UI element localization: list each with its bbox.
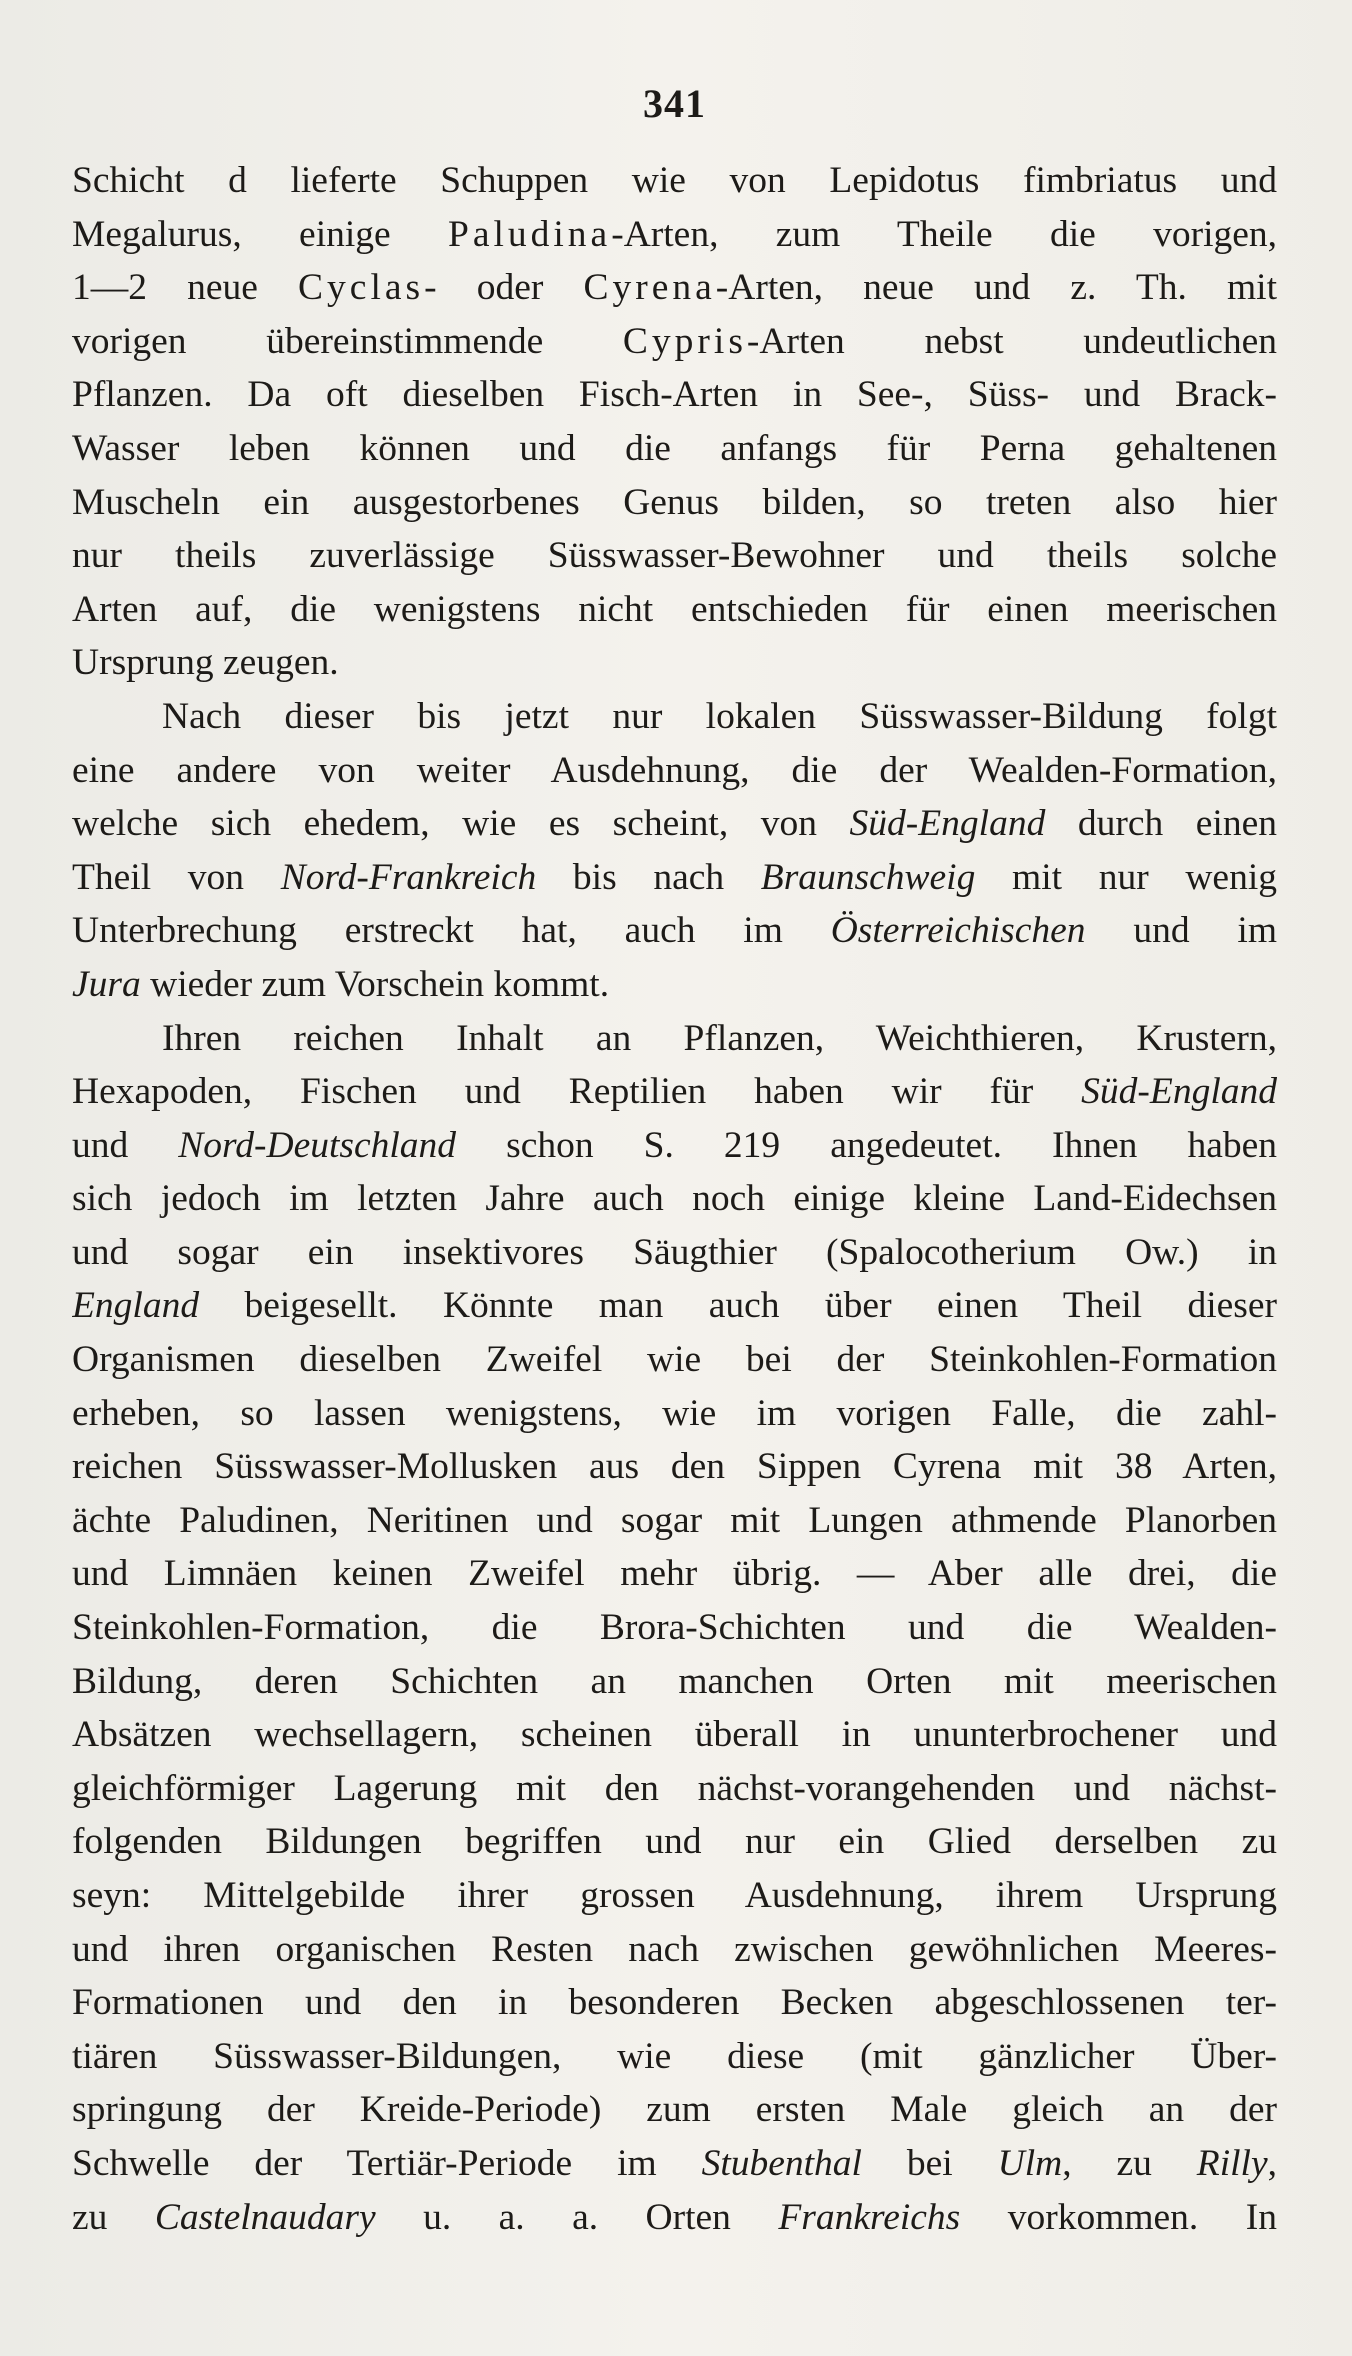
text-run: welche sich ehedem, wie es scheint, von	[72, 803, 850, 845]
text-run: Muscheln ein ausgestorbenes Genus bilden, so treten also hier	[72, 481, 1277, 523]
text-line	[72, 476, 1277, 530]
spaced-text: Cypris	[622, 320, 747, 362]
text-line	[72, 261, 1277, 315]
italic-text: Castelnaudary	[154, 2196, 376, 2238]
text-run: Ihren reichen Inhalt an Pflanzen, Weichthieren, Krustern,	[162, 1017, 1277, 1059]
text-run: und ihren organischen Resten nach zwischen gewöhnlichen Meeres-	[72, 1928, 1277, 1970]
text-run: und im	[1085, 910, 1277, 952]
body-text	[72, 154, 1277, 2244]
spaced-text: Cyclas	[298, 267, 425, 309]
text-line	[72, 1976, 1277, 2030]
text-run: wieder zum Vorschein kommt.	[140, 963, 610, 1005]
italic-text: Nord-Deutschland	[178, 1124, 457, 1166]
text-line	[72, 154, 1277, 208]
text-run: Schicht d lieferte Schuppen wie von Lepidotus fimbriatus und	[72, 160, 1277, 201]
text-run: reichen Süsswasser-Mollusken aus den Sippen Cyrena mit 38 Arten,	[72, 1446, 1277, 1488]
italic-text: Rilly	[1196, 2142, 1268, 2184]
text-run: - oder	[424, 267, 584, 309]
text-run: ,	[1267, 2142, 1277, 2184]
text-line	[72, 1172, 1277, 1226]
text-run: Steinkohlen-Formation, die Brora-Schichten und die Wealden-	[72, 1607, 1277, 1649]
text-line	[72, 208, 1277, 262]
text-line	[72, 583, 1277, 637]
text-run: vorkommen. In	[960, 2196, 1277, 2238]
text-run: schon S. 219 angedeutet. Ihnen haben	[456, 1124, 1277, 1166]
text-line	[72, 1387, 1277, 1441]
text-line	[72, 1279, 1277, 1333]
text-run: Arten auf, die wenigstens nicht entschieden für einen meerischen	[72, 588, 1277, 630]
text-line	[72, 2083, 1277, 2137]
text-line	[72, 1440, 1277, 1494]
text-line	[72, 1012, 1277, 1066]
text-run: Absätzen wechsellagern, scheinen überall in ununterbrochener und	[72, 1714, 1277, 1756]
text-run: durch einen	[1045, 803, 1277, 845]
text-run: und Limnäen keinen Zweifel mehr übrig. — Aber alle drei, die	[72, 1553, 1277, 1595]
italic-text: Österreichischen	[830, 910, 1086, 952]
page-number: 341	[643, 81, 706, 126]
text-run: springung der Kreide-Periode) zum ersten Male gleich an der	[72, 2089, 1277, 2131]
spaced-text: Paludina	[447, 213, 612, 255]
text-run: zu	[72, 2196, 155, 2238]
paragraph	[72, 690, 1277, 1012]
text-run: Pflanzen. Da oft dieselben Fisch-Arten in See-, Süss- und Brack-	[72, 374, 1277, 416]
italic-text: Stubenthal	[701, 2142, 862, 2184]
text-line	[72, 1869, 1277, 1923]
text-run: gleichförmiger Lagerung mit den nächst-vorangehenden und nächst-	[72, 1767, 1277, 1809]
text-line	[72, 1547, 1277, 1601]
text-line	[72, 1762, 1277, 1816]
text-line	[72, 315, 1277, 369]
text-line	[72, 636, 1277, 690]
text-run: Bildung, deren Schichten an manchen Orten mit meerischen	[72, 1660, 1277, 1702]
text-run: Theil von	[72, 856, 281, 898]
text-run: -Arten, zum Theile die vorigen,	[611, 213, 1277, 255]
italic-text: Ulm	[997, 2142, 1063, 2184]
text-line	[72, 797, 1277, 851]
italic-text: Braunschweig	[760, 856, 976, 898]
text-run: 1—2 neue	[72, 267, 299, 309]
text-run: und	[72, 1124, 179, 1166]
text-run: erheben, so lassen wenigstens, wie im vorigen Falle, die zahl-	[72, 1392, 1277, 1434]
paragraph	[72, 1012, 1277, 2245]
italic-text: Jura	[72, 963, 141, 1005]
text-run: Schwelle der Tertiär-Periode im	[72, 2142, 702, 2184]
text-line	[72, 2191, 1277, 2245]
text-line	[72, 851, 1277, 905]
text-run: nur theils zuverlässige Süsswasser-Bewohner und theils solche	[72, 535, 1277, 577]
text-run: Wasser leben können und die anfangs für Perna gehaltenen	[72, 427, 1277, 469]
text-line	[72, 2030, 1277, 2084]
text-run: beigesellt. Könnte man auch über einen Theil dieser	[199, 1285, 1277, 1327]
text-run: eine andere von weiter Ausdehnung, die der Wealden-Formation,	[72, 749, 1277, 791]
italic-text: Süd-England	[849, 803, 1046, 845]
text-line	[72, 1226, 1277, 1280]
text-run: vorigen übereinstimmende	[72, 320, 623, 362]
text-run: -Arten nebst undeutlichen	[746, 320, 1277, 362]
text-run: und sogar ein insektivores Säugthier (Spalocotherium Ow.) in	[72, 1231, 1277, 1273]
text-line	[72, 1119, 1277, 1173]
text-line	[72, 1494, 1277, 1548]
text-run: seyn: Mittelgebilde ihrer grossen Ausdehnung, ihrem Ursprung	[72, 1875, 1277, 1916]
text-line	[72, 1601, 1277, 1655]
text-run: -Arten, neue und z. Th. mit	[715, 267, 1277, 309]
text-run: Hexapoden, Fischen und Reptilien haben wir für	[72, 1071, 1082, 1113]
text-run: mit nur wenig	[975, 856, 1277, 898]
text-run: tiären Süsswasser-Bildungen, wie diese (mit gänzlicher Über-	[72, 2035, 1277, 2077]
italic-text: Frankreichs	[778, 2196, 961, 2238]
text-line	[72, 1065, 1277, 1119]
paragraph	[72, 154, 1277, 690]
text-line	[72, 529, 1277, 583]
text-run: , zu	[1062, 2142, 1197, 2184]
text-line	[72, 904, 1277, 958]
italic-text: Süd-England	[1081, 1071, 1277, 1113]
text-line	[72, 2137, 1277, 2191]
text-line	[72, 368, 1277, 422]
text-line	[72, 1815, 1277, 1869]
text-line	[72, 690, 1277, 744]
text-line	[72, 1655, 1277, 1709]
text-line	[72, 1923, 1277, 1977]
text-run: sich jedoch im letzten Jahre auch noch einige kleine Land-Eidechsen	[72, 1178, 1277, 1220]
text-line	[72, 1333, 1277, 1387]
text-run: Megalurus, einige	[72, 213, 448, 255]
text-line	[72, 422, 1277, 476]
text-run: bei	[861, 2142, 998, 2184]
text-run: u. a. a. Orten	[375, 2196, 779, 2238]
text-run: Nach dieser bis jetzt nur lokalen Süsswasser-Bildung folgt	[162, 695, 1277, 737]
text-run: bis nach	[536, 856, 761, 898]
text-run: Organismen dieselben Zweifel wie bei der Steinkohlen-Formation	[72, 1339, 1277, 1381]
text-run: Ursprung zeugen.	[72, 642, 339, 684]
italic-text: England	[72, 1285, 200, 1327]
text-run: ächte Paludinen, Neritinen und sogar mit Lungen athmende Planorben	[72, 1499, 1277, 1541]
italic-text: Nord-Frankreich	[280, 856, 537, 898]
text-line	[72, 1708, 1277, 1762]
text-line	[72, 744, 1277, 798]
text-run: Unterbrechung erstreckt hat, auch im	[72, 910, 831, 952]
text-run: Formationen und den in besonderen Becken abgeschlossenen ter-	[72, 1982, 1277, 2024]
text-run: folgenden Bildungen begriffen und nur ein Glied derselben zu	[72, 1821, 1277, 1863]
text-line	[72, 958, 1277, 1012]
spaced-text: Cyrena	[583, 267, 716, 309]
